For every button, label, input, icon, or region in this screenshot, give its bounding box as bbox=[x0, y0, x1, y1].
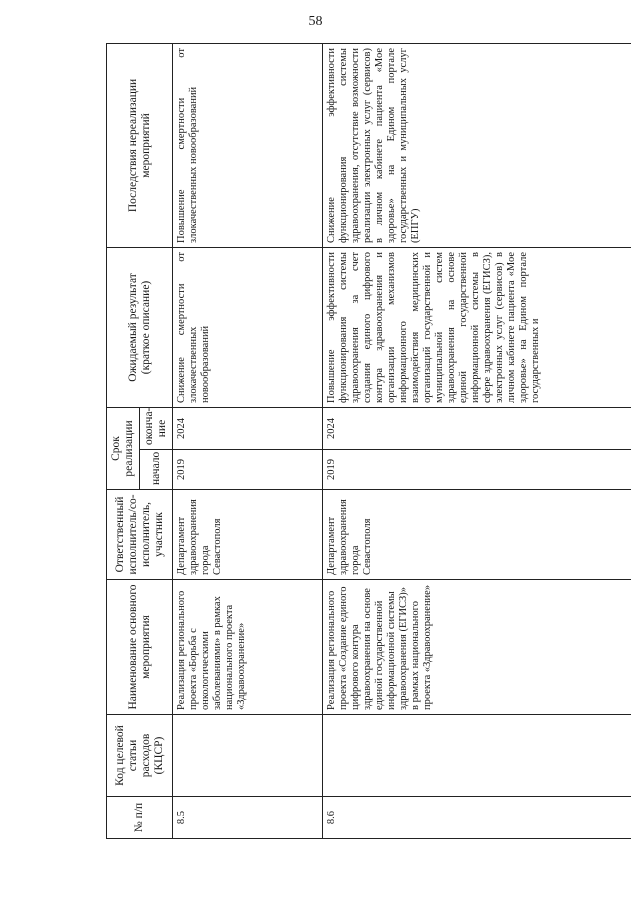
table-row bbox=[173, 44, 323, 839]
table-row bbox=[323, 44, 631, 839]
cell-num: 8.5 bbox=[173, 797, 323, 839]
measures-table bbox=[106, 43, 631, 839]
header-end: оконча-ние bbox=[140, 408, 173, 450]
header-executor: Ответственный исполнитель/со-исполнитель, участник bbox=[107, 490, 173, 580]
cell-code bbox=[173, 715, 323, 797]
cell-code bbox=[323, 715, 631, 797]
cell-consequences: Снижение эффективности функционирования системы здравоохранения, отсутствие возможности реализации электронных услуг (сервисов) в личном кабинете пациента «Мое здоровье» на Едином портале государственных и муниципальных услуг (ЕПГУ) bbox=[323, 44, 631, 248]
cell-name: Реализация регионального проекта «Создание единого цифрового контура здравоохранения на основе единой государственной информационной системы здравоохранения (ЕГИСЗ)» в рамках национального проекта «Здравоохранение» bbox=[323, 580, 631, 715]
cell-result: Повышение эффективности функционирования системы здравоохранения за счет создания единого цифрового контура здравоохранения и организации механизмов информационного взаимодействия медицинских организаций государственной и муниципальной систем здравоохранения на основе единой государственной информационной системы в сфере здравоохранения (ЕГИСЗ), электронных услуг (сервисов) в личном кабинете пациента «Мое здоровье» на Едином портале государственных и bbox=[323, 248, 631, 408]
cell-consequences: Повышение смертности от злокачественных новообразований bbox=[173, 44, 323, 248]
cell-start: 2019 bbox=[173, 450, 323, 490]
cell-end: 2024 bbox=[173, 408, 323, 450]
cell-name: Реализация регионального проекта «Борьба с онкологическими заболеваниями» в рамках национального проекта «Здравоохранение» bbox=[173, 580, 323, 715]
header-consequences: Последствия нереализации мероприятий bbox=[107, 44, 173, 248]
cell-start: 2019 bbox=[323, 450, 631, 490]
cell-executor: Департамент здравоохранения города Севастополя bbox=[323, 490, 631, 580]
rotated-table-frame bbox=[106, 43, 631, 833]
cell-num: 8.6 bbox=[323, 797, 631, 839]
cell-result: Снижение смертности от злокачественных новообразований bbox=[173, 248, 323, 408]
header-start: начало bbox=[140, 450, 173, 490]
header-code: Код целевой статьи расходов (КЦСР) bbox=[107, 715, 173, 797]
header-term: Срок реализации bbox=[107, 408, 140, 490]
cell-end: 2024 bbox=[323, 408, 631, 450]
cell-executor: Департамент здравоохранения города Севастополя bbox=[173, 490, 323, 580]
rotation-wrapper bbox=[106, 43, 631, 838]
page-number: 58 bbox=[308, 14, 323, 29]
header-result: Ожидаемый результат (краткое описание) bbox=[107, 248, 173, 408]
header-name: Наименование основного мероприятия bbox=[107, 580, 173, 715]
header-row-1 bbox=[107, 44, 140, 839]
header-num: № п/п bbox=[107, 797, 173, 839]
